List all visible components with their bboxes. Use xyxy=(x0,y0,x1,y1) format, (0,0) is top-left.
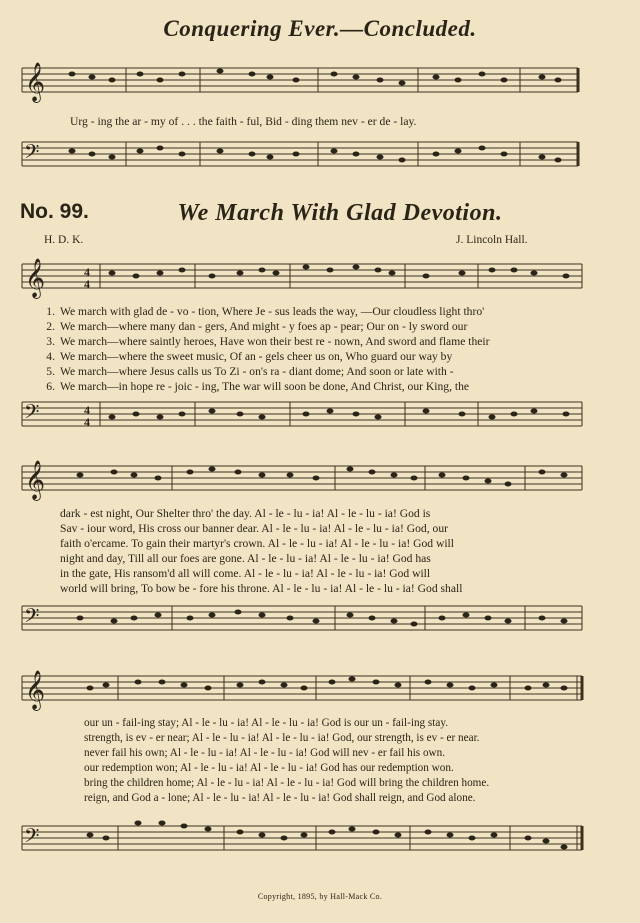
system2-lyrics xyxy=(60,506,462,596)
system2-bass-staff xyxy=(0,598,640,644)
system3-treble-staff xyxy=(0,666,640,716)
svg-text:4: 4 xyxy=(84,403,90,417)
verse-line: world will bring, To bow be - fore his throne. Al - le - lu - ia! Al - le - lu - ia! God shall xyxy=(60,582,463,595)
svg-text:𝄞: 𝄞 xyxy=(25,64,46,101)
svg-text:𝄞: 𝄞 xyxy=(25,462,46,499)
verse-line: dark - est night, Our Shelter thro' the day. Al - le - lu - ia! Al - le - lu - ia! God is xyxy=(60,507,431,520)
svg-text:𝄢: 𝄢 xyxy=(24,142,40,168)
concluded-bass-staff xyxy=(0,132,640,180)
system2-treble-staff xyxy=(0,456,640,506)
svg-text:4: 4 xyxy=(84,265,90,279)
verse-line: 4. We march—where the sweet music, Of an - gels cheer us on, Who guard our way by xyxy=(46,350,453,363)
svg-text:4: 4 xyxy=(84,415,90,429)
svg-text:𝄞: 𝄞 xyxy=(25,672,46,709)
page-header-title: Conquering Ever.—Concluded. xyxy=(163,16,477,41)
system1-treble-staff xyxy=(0,254,640,304)
system1-bass-staff xyxy=(0,394,640,440)
verse-line: Sav - iour word, His cross our banner dear. Al - le - lu - ia! Al - le - lu - ia! God, our xyxy=(60,522,448,535)
svg-text:𝄢: 𝄢 xyxy=(24,606,40,632)
verse-line: night and day, Till all our foes are gone. Al - le - lu - ia! Al - le - lu - ia! God has xyxy=(60,552,431,565)
verse-line: our un - fail-ing stay; Al - le - lu - ia! Al - le - lu - ia! God is our un - fail-ing stay. xyxy=(84,717,449,729)
composer-credit: J. Lincoln Hall. xyxy=(456,234,528,246)
verse-line: never fail his own; Al - le - lu - ia! Al - le - lu - ia! God will nev - er fail his own. xyxy=(84,747,446,759)
concluded-lyric-line: Urg - ing the ar - my of . . . the faith - ful, Bid - ding them nev - er de - lay. xyxy=(70,115,417,128)
copyright-notice: Copyright, 1895, by Hall-Mack Co. xyxy=(257,892,383,901)
verse-line: 5. We march—where Jesus calls us To Zi - on's ra - diant dome; And soon or late with - xyxy=(46,365,454,378)
hymn-title: We March With Glad Devotion. xyxy=(177,200,503,226)
system3-lyrics xyxy=(84,716,489,806)
svg-text:4: 4 xyxy=(84,277,90,291)
svg-text:𝄞: 𝄞 xyxy=(25,260,46,297)
hymn-number: No. 99. xyxy=(20,200,89,223)
author-credit: H. D. K. xyxy=(44,234,84,246)
verse-line: 3. We march—where saintly heroes, Have won their best re - nown, And sword and flame their xyxy=(46,335,490,348)
verse-line: faith o'ercame. To gain their martyr's crown. Al - le - lu - ia! Al - le - lu - ia! God will xyxy=(60,537,454,550)
verse-line: reign, and God a - lone; Al - le - lu - ia! Al - le - lu - ia! God shall reign, and God alone. xyxy=(84,792,476,804)
verse-line: in the gate, His ransom'd all will come. Al - le - lu - ia! Al - le - lu - ia! God will xyxy=(60,567,431,580)
verse-line: 1. We march with glad de - vo - tion, Where Je - sus leads the way, —Our cloudless light thro' xyxy=(46,305,485,318)
svg-text:𝄢: 𝄢 xyxy=(24,402,40,428)
svg-text:𝄢: 𝄢 xyxy=(24,826,40,852)
verse-line: strength, is ev - er near; Al - le - lu - ia! Al - le - lu - ia! God, our strength, is ev - er near. xyxy=(84,732,480,744)
verse-line: 6. We march—in hope re - joic - ing, The war will soon be done, And Christ, our King, the xyxy=(46,380,470,393)
system3-bass-staff xyxy=(0,806,640,876)
concluded-treble-staff xyxy=(0,60,640,108)
verse-line: our redemption won; Al - le - lu - ia! Al - le - lu - ia! God has our redemption won. xyxy=(84,762,454,774)
verse-line: bring the children home; Al - le - lu - ia! Al - le - lu - ia! God will bring the children home. xyxy=(84,777,490,789)
verse-line: 2. We march—where many dan - gers, And might - y foes ap - pear; Our on - ly sword our xyxy=(46,320,468,333)
system1-lyrics xyxy=(40,304,490,394)
